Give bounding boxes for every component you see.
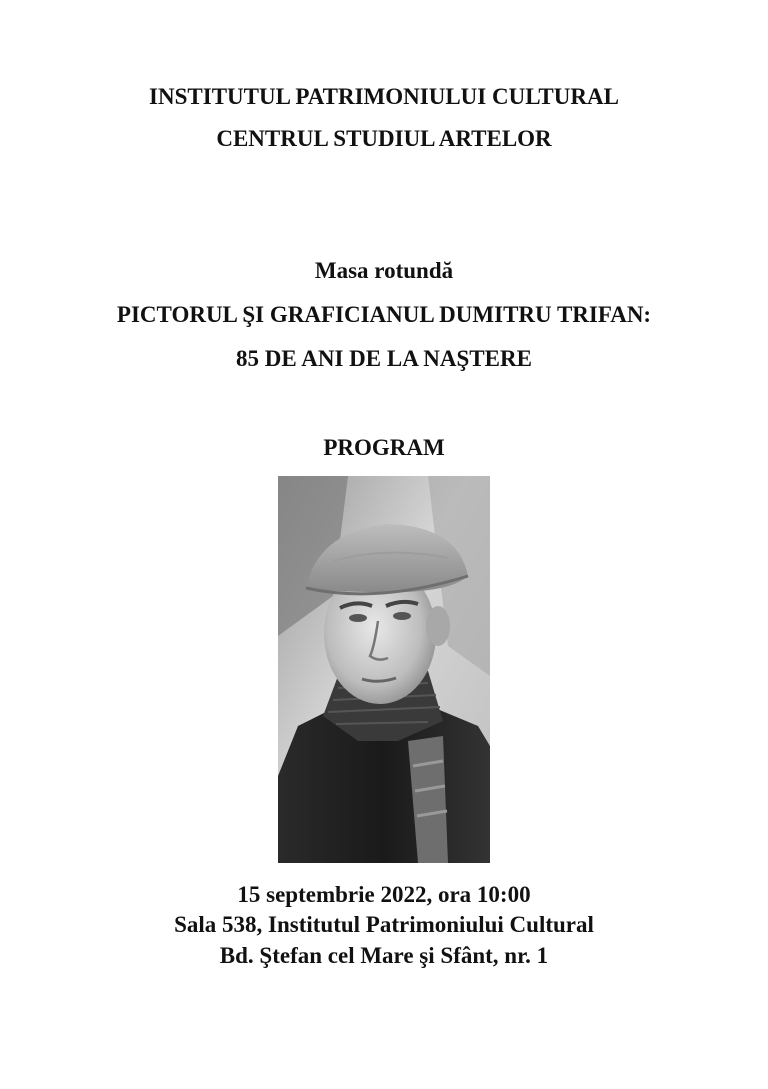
institute-name: INSTITUTUL PATRIMONIULUI CULTURAL: [149, 84, 619, 109]
portrait-illustration: [278, 476, 490, 863]
event-address: Bd. Ştefan cel Mare şi Sfânt, nr. 1: [219, 943, 549, 968]
event-venue: Sala 538, Institutul Patrimoniului Cultural: [174, 912, 594, 937]
event-title-line-1: PICTORUL ŞI GRAFICIANUL DUMITRU TRIFAN:: [116, 302, 652, 327]
program-heading: PROGRAM: [323, 435, 445, 460]
event-date-time: 15 septembrie 2022, ora 10:00: [237, 882, 531, 907]
event-title-line-2: 85 DE ANI DE LA NAŞTERE: [236, 346, 532, 371]
portrait-photo: [278, 476, 490, 863]
center-name: CENTRUL STUDIUL ARTELOR: [216, 126, 552, 151]
event-type: Masa rotundă: [314, 258, 454, 283]
